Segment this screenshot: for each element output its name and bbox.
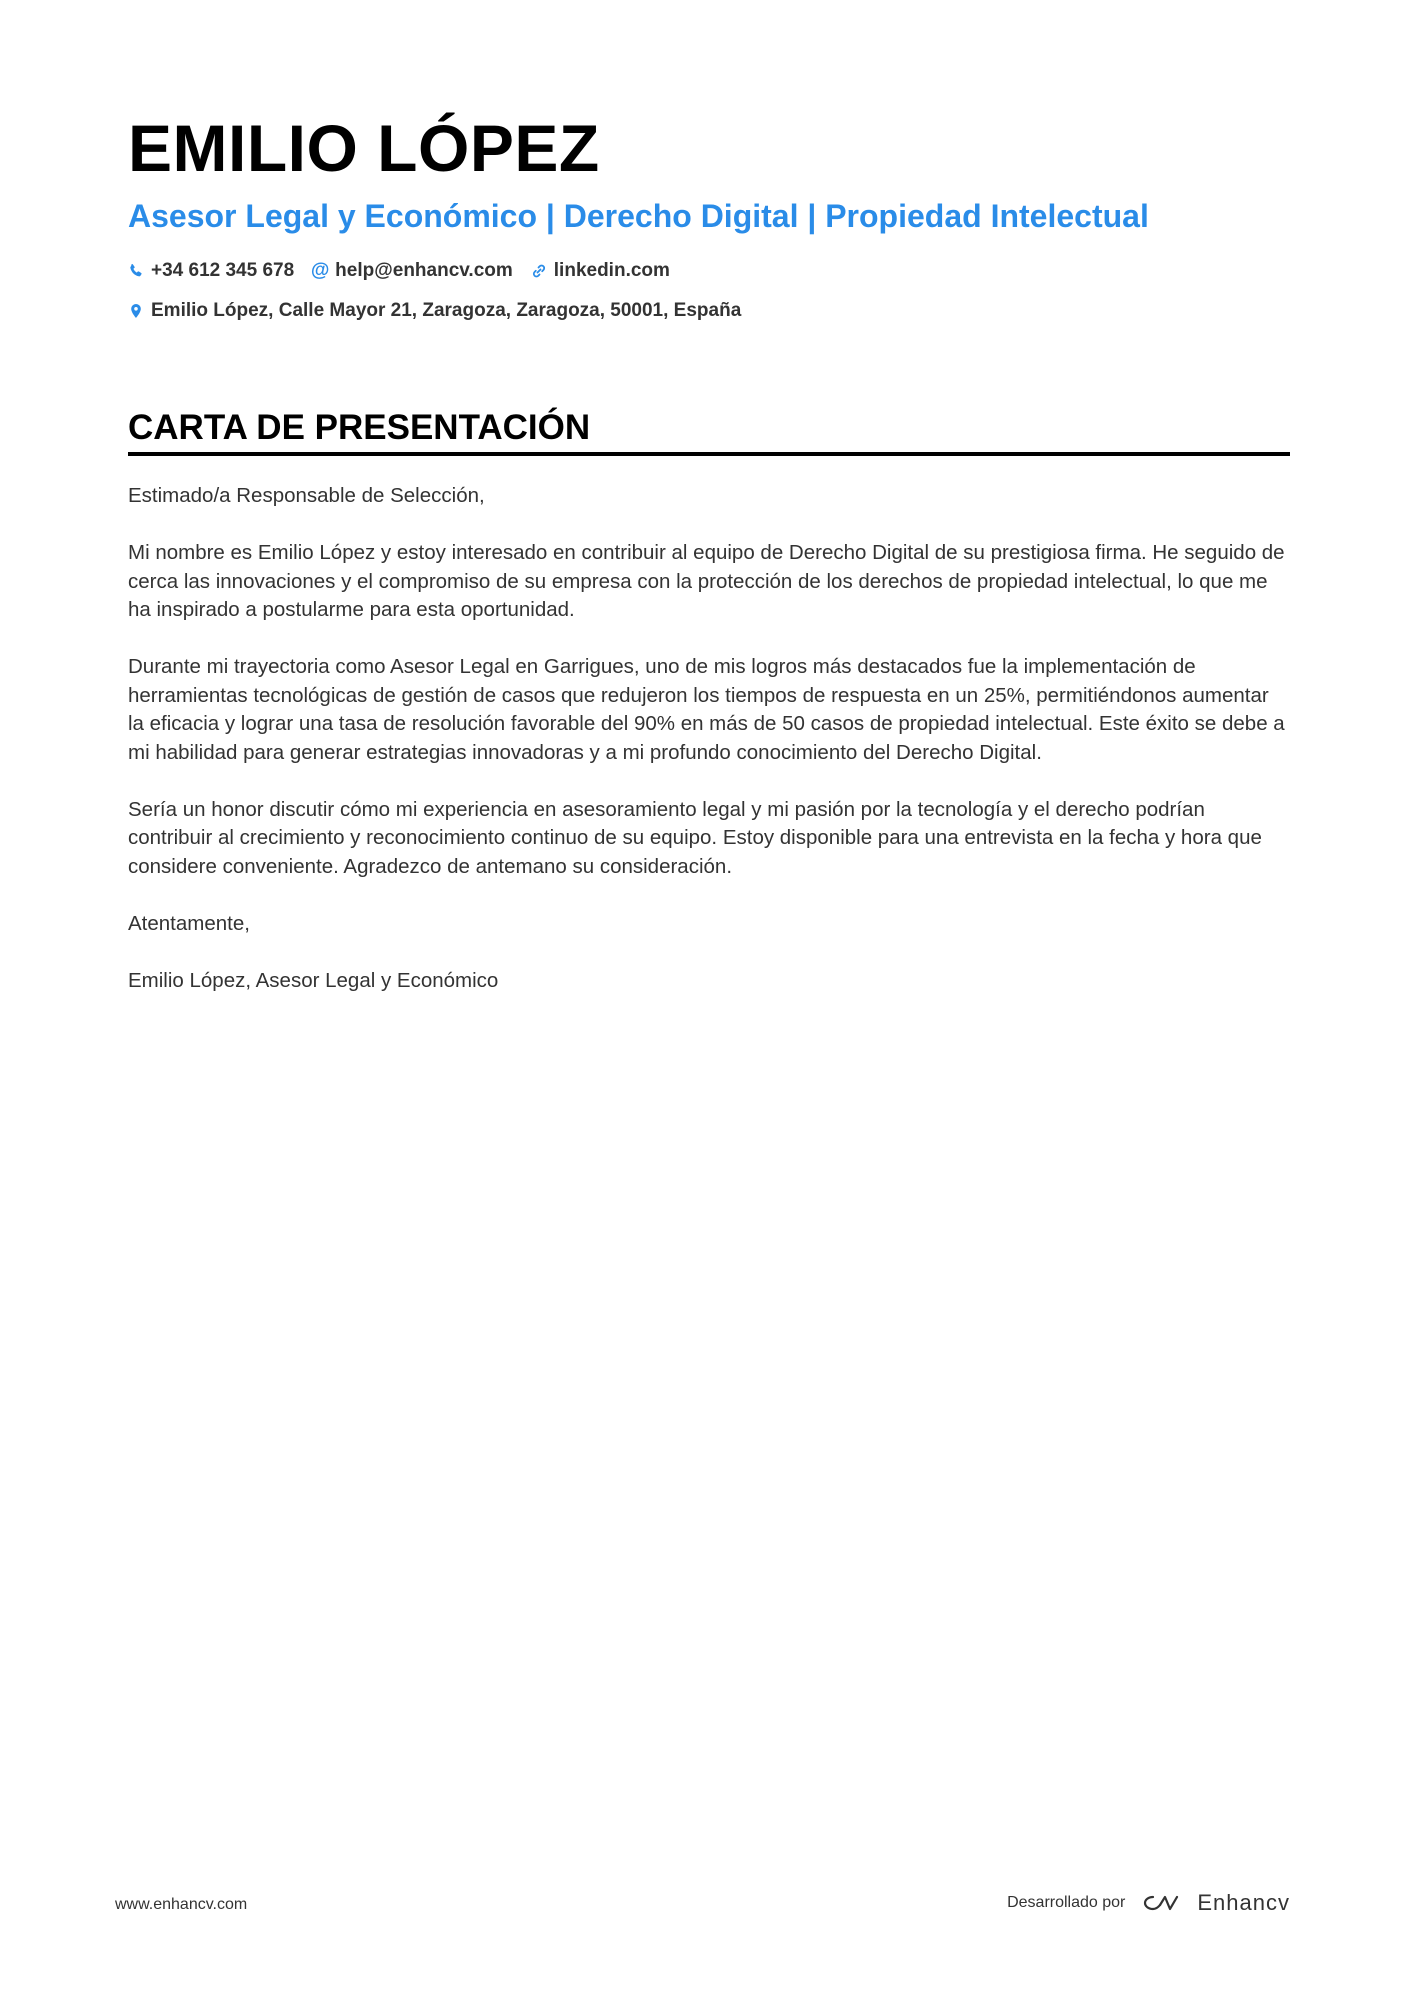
footer-brand <box>1007 1890 1290 1916</box>
header <box>128 108 1288 324</box>
candidate-title: Asesor Legal y Económico | Derecho Digital | Propiedad Intelectual <box>128 198 1149 234</box>
location-pin-icon <box>128 303 144 319</box>
letter-greeting: Estimado/a Responsable de Selección, <box>128 484 485 507</box>
letter-body <box>128 482 1290 995</box>
letter-closing: Atentamente, <box>128 911 250 935</box>
letter-paragraph: Mi nombre es Emilio López y estoy interesado en contribuir al equipo de Derecho Digital de su prestigiosa firma. He seguido de cerca las innovaciones y el compromiso de su empresa con la protección de los derechos de propiedad intelectual, lo que me ha inspirado a postularme para esta oportunidad. <box>128 541 1285 621</box>
contact-row-primary <box>128 258 1288 284</box>
phone-text: +34 612 345 678 <box>151 260 295 281</box>
contact-phone <box>128 260 294 282</box>
brand-name: Enhancv <box>1197 1890 1290 1915</box>
enhancv-logo-icon <box>1139 1891 1197 1915</box>
contact-email <box>312 260 513 282</box>
footer-website[interactable]: www.enhancv.com <box>115 1896 248 1913</box>
candidate-name: EMILIO LÓPEZ <box>128 111 600 185</box>
address-text: Emilio López, Calle Mayor 21, Zaragoza, Zaragoza, 50001, España <box>151 300 742 321</box>
link-icon <box>531 263 547 279</box>
letter-signature: Emilio López, Asesor Legal y Económico <box>128 968 499 992</box>
section-divider <box>128 452 1290 456</box>
phone-icon <box>128 263 144 279</box>
cover-letter-section <box>128 406 1290 1024</box>
powered-by-text: Desarrollado por <box>1007 1894 1126 1911</box>
contact-row-address <box>128 298 1288 324</box>
section-title: CARTA DE PRESENTACIÓN <box>128 408 591 447</box>
at-icon: @ <box>310 260 330 281</box>
linkedin-text: linkedin.com <box>553 260 670 281</box>
contact-linkedin[interactable] <box>531 260 670 282</box>
letter-paragraph: Durante mi trayectoria como Asesor Legal en Garrigues, uno de mis logros más destacados fue la implementación de herramientas tecnológicas de gestión de casos que redujeron los tiempos de respuesta en un 25%, permitiéndonos aumentar la eficacia y lograr una tasa de resolución favorable del 90% en más de 50 casos de propiedad intelectual. Este éxito se debe a mi habilidad para generar estrategias innovadoras y a mi profundo conocimiento del Derecho Digital. <box>128 655 1285 764</box>
contact-address <box>128 300 741 322</box>
letter-paragraph: Sería un honor discutir cómo mi experiencia en asesoramiento legal y mi pasión por la tecnología y el derecho podrían contribuir al crecimiento y reconocimiento continuo de su equipo. Estoy disponible para una entrevista en la fecha y hora que considere conveniente. Agradezco de antemano su consideración. <box>128 797 1262 878</box>
email-text: help@enhancv.com <box>335 260 513 281</box>
